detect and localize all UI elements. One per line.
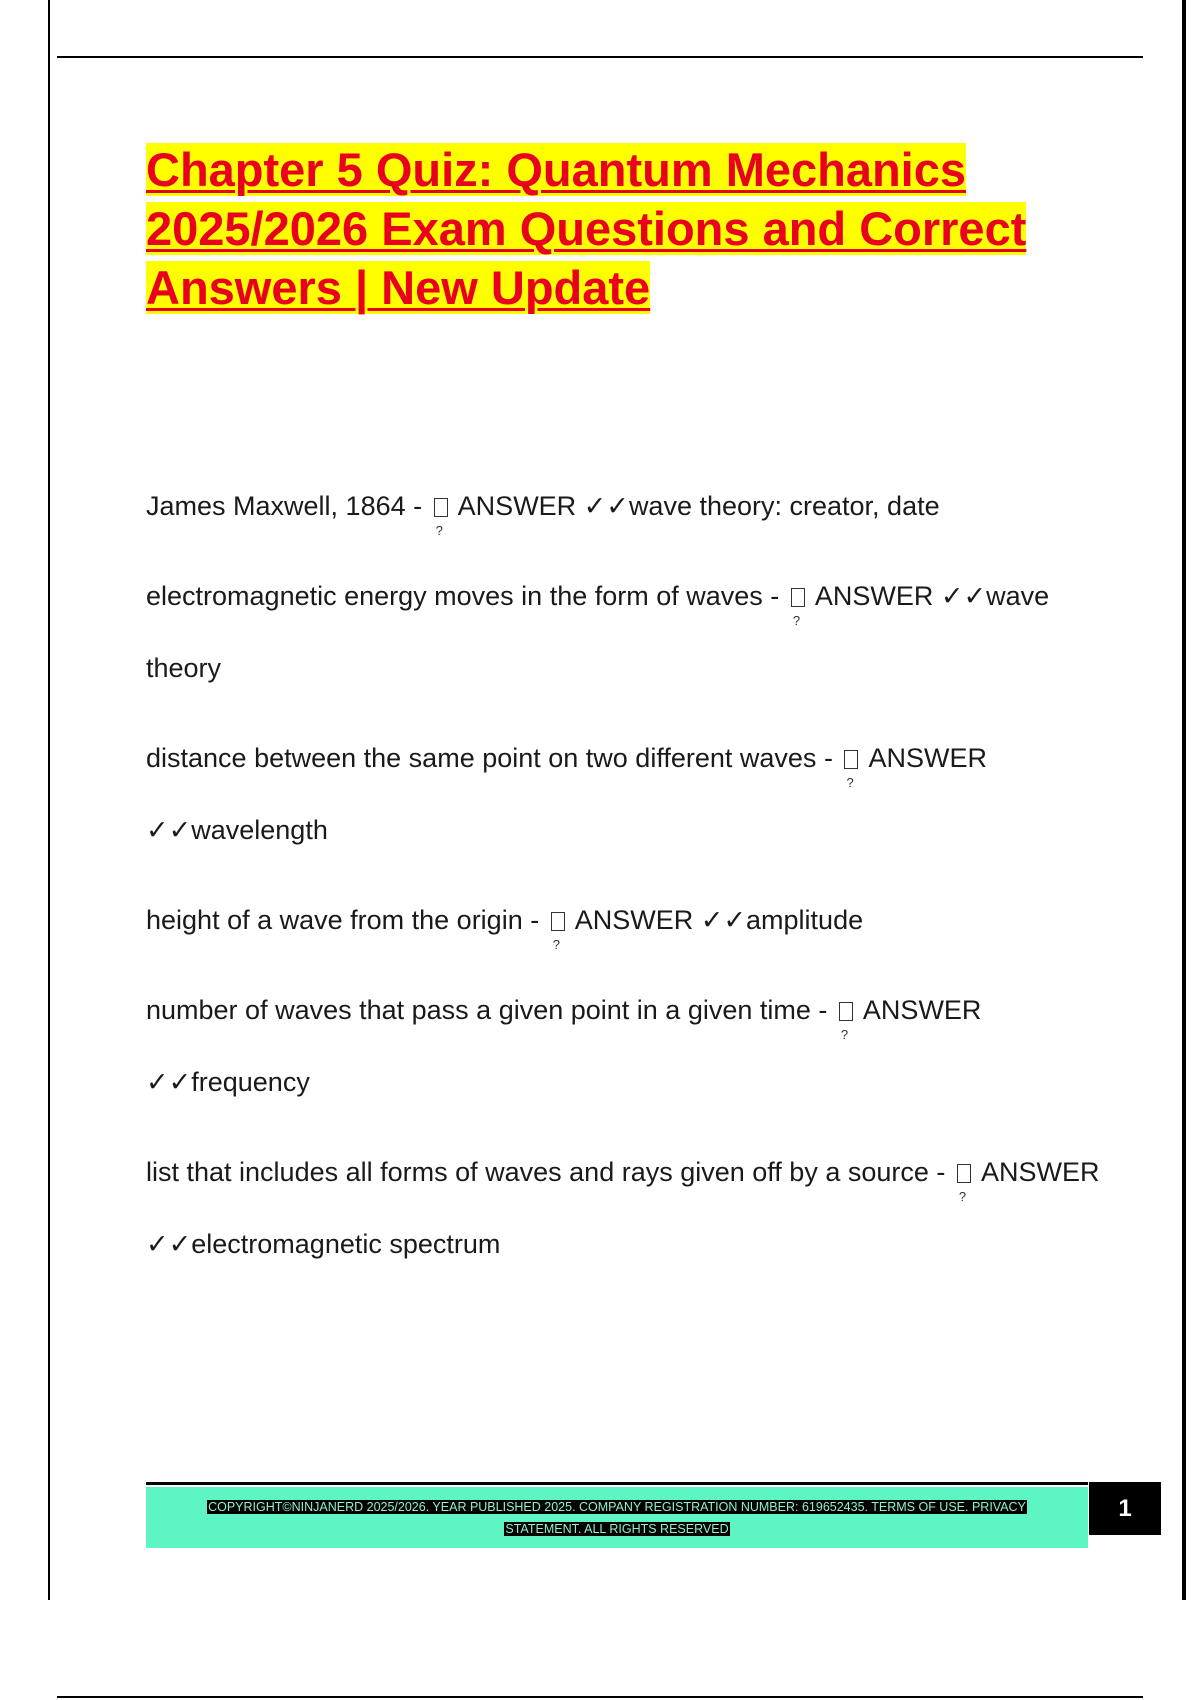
answer-text: electromagnetic spectrum [191, 1229, 501, 1259]
answer-label: ANSWER [862, 995, 982, 1025]
answer-text: wave theory: creator, date [628, 491, 940, 521]
copyright-line-1: COPYRIGHT©NINJANERD 2025/2026. YEAR PUBLISHED 2025. COMPANY REGISTRATION NUMBER: 619652435. TERMS OF USE. PRIVACY [208, 1499, 1026, 1514]
qa-item [146, 722, 1106, 866]
question-text: list that includes all forms of waves and rays given off by a source [146, 1157, 929, 1187]
answer-text: ✓✓frequency [146, 1067, 310, 1097]
question-text: distance between the same point on two different waves [146, 743, 817, 773]
title-line-2: 2025/2026 Exam Questions and Correct [146, 202, 1027, 255]
document-title [146, 140, 1106, 317]
question-text: number of waves that pass a given point in a given time [146, 995, 811, 1025]
footer-rule [146, 1482, 1088, 1485]
header-rule [57, 56, 1143, 58]
missing-glyph-icon [551, 912, 565, 931]
answer-label: ANSWER ✓✓ [574, 905, 747, 935]
qa-item [146, 1136, 1106, 1280]
separator: - [413, 491, 423, 521]
page-number: 1 [1089, 1482, 1161, 1535]
separator: - [770, 581, 780, 611]
qa-list [146, 470, 1106, 1298]
page-border-right [1182, 0, 1186, 1600]
copyright-footer [146, 1487, 1088, 1548]
separator: - [818, 995, 828, 1025]
answer-label: ANSWER ✓✓ [146, 1157, 1100, 1259]
qa-item [146, 470, 1106, 542]
answer-label: ANSWER [868, 743, 987, 773]
qa-item [146, 884, 1106, 956]
answer-text: amplitude [746, 905, 864, 935]
answer-label: ANSWER ✓✓ [814, 581, 987, 611]
missing-glyph-icon [434, 498, 448, 517]
copyright-line-2: STATEMENT. ALL RIGHTS RESERVED [505, 1521, 729, 1536]
question-text: James Maxwell, 1864 [146, 491, 406, 521]
question-text: electromagnetic energy moves in the form of waves [146, 581, 763, 611]
copyright-text [172, 1496, 1062, 1540]
missing-glyph-icon [839, 1002, 853, 1021]
next-page-rule [57, 1696, 1143, 1698]
title-line-3: Answers | New Update [146, 261, 651, 314]
answer-text: ✓✓wavelength [146, 815, 328, 845]
missing-glyph-icon [957, 1164, 971, 1183]
answer-text: wave theory [146, 581, 1050, 683]
missing-glyph-icon [791, 588, 805, 607]
page-border-left [48, 0, 50, 1600]
question-text: height of a wave from the origin [146, 905, 523, 935]
missing-glyph-icon [844, 750, 858, 769]
separator: - [823, 743, 833, 773]
qa-item [146, 560, 1106, 704]
title-line-1: Chapter 5 Quiz: Quantum Mechanics [146, 143, 967, 196]
qa-item [146, 974, 1106, 1118]
separator: - [530, 905, 540, 935]
separator: - [936, 1157, 946, 1187]
answer-label: ANSWER ✓✓ [457, 491, 629, 521]
